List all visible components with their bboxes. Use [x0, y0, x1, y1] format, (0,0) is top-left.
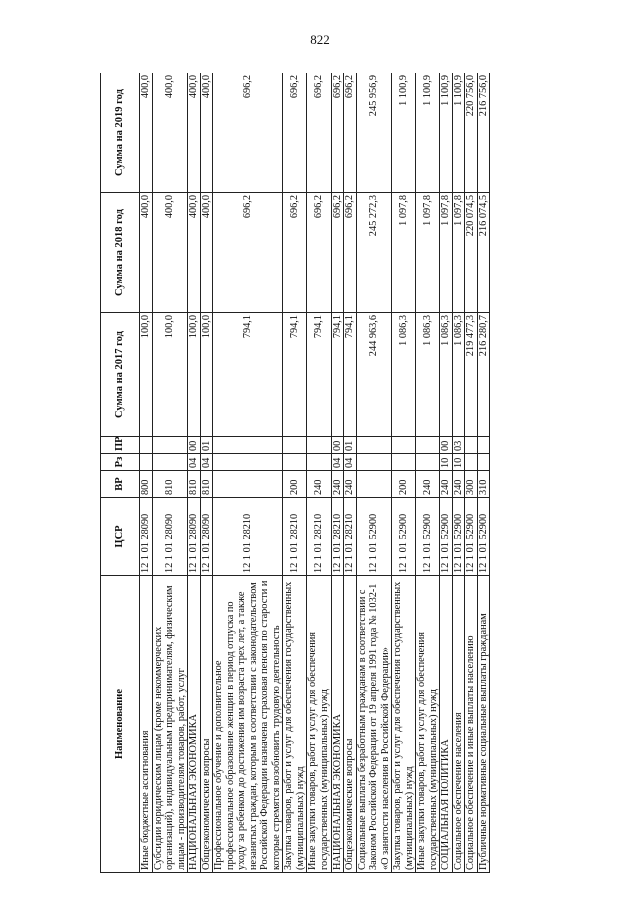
- row-sum-2017: 244 963,6: [356, 313, 392, 437]
- header-name: Наименование: [101, 576, 140, 873]
- row-pr: [465, 437, 478, 454]
- row-sum-2019: 696,2: [331, 73, 344, 193]
- row-csr: 12 1 01 28210: [344, 498, 357, 576]
- row-sum-2018: 400,0: [188, 193, 201, 313]
- row-name: Иные закупки товаров, работ и услуг для обеспечения государственных (муниципальных) нужд: [416, 576, 440, 873]
- row-vr: 240: [416, 471, 440, 498]
- row-csr: 12 1 01 28210: [307, 498, 331, 576]
- row-name: Закупка товаров, работ и услуг для обеспечения государственных (муниципальных) нужд: [283, 576, 307, 873]
- page-number: 822: [310, 32, 330, 47]
- row-rz: [477, 454, 490, 471]
- row-sum-2018: 400,0: [140, 193, 153, 313]
- row-sum-2018: 696,2: [283, 193, 307, 313]
- row-pr: [392, 437, 416, 454]
- row-sum-2017: 1 086,3: [416, 313, 440, 437]
- row-rz: [392, 454, 416, 471]
- row-csr: 12 1 01 28090: [140, 498, 153, 576]
- row-pr: 00: [440, 437, 453, 454]
- row-vr: 800: [140, 471, 153, 498]
- table-body: [140, 73, 490, 873]
- row-rz: 04: [188, 454, 201, 471]
- row-pr: 00: [331, 437, 344, 454]
- row-sum-2017: 219 477,3: [465, 313, 478, 437]
- row-pr: [416, 437, 440, 454]
- row-rz: [356, 454, 392, 471]
- row-vr: 240: [452, 471, 465, 498]
- row-sum-2018: 1 097,8: [452, 193, 465, 313]
- row-csr: 12 1 01 28210: [283, 498, 307, 576]
- row-sum-2018: 400,0: [152, 193, 188, 313]
- row-sum-2019: 400,0: [152, 73, 188, 193]
- row-vr: [356, 471, 392, 498]
- row-sum-2017: 794,1: [307, 313, 331, 437]
- row-sum-2017: 100,0: [188, 313, 201, 437]
- row-rz: [152, 454, 188, 471]
- row-sum-2018: 696,2: [344, 193, 357, 313]
- table-row: [440, 73, 453, 873]
- row-csr: 12 1 01 52900: [356, 498, 392, 576]
- row-sum-2018: 696,2: [307, 193, 331, 313]
- row-sum-2017: 216 280,7: [477, 313, 490, 437]
- row-sum-2018: 1 097,8: [392, 193, 416, 313]
- row-csr: 12 1 01 28090: [152, 498, 188, 576]
- row-vr: 200: [392, 471, 416, 498]
- row-csr: 12 1 01 28210: [331, 498, 344, 576]
- row-pr: [307, 437, 331, 454]
- row-sum-2019: 696,2: [344, 73, 357, 193]
- row-sum-2017: 794,1: [344, 313, 357, 437]
- rotated-table: [100, 73, 563, 873]
- row-csr: 12 1 01 52900: [440, 498, 453, 576]
- row-csr: 12 1 01 52900: [416, 498, 440, 576]
- row-vr: [213, 471, 283, 498]
- header-csr: ЦСР: [101, 498, 140, 576]
- row-rz: 04: [331, 454, 344, 471]
- table-row: [307, 73, 331, 873]
- row-sum-2019: 696,2: [213, 73, 283, 193]
- row-rz: 10: [440, 454, 453, 471]
- table-row: [356, 73, 392, 873]
- row-sum-2019: 696,2: [283, 73, 307, 193]
- row-pr: [477, 437, 490, 454]
- row-sum-2019: 1 100,9: [440, 73, 453, 193]
- row-vr: 240: [331, 471, 344, 498]
- row-pr: [356, 437, 392, 454]
- row-sum-2018: 220 074,5: [465, 193, 478, 313]
- row-csr: 12 1 01 28210: [213, 498, 283, 576]
- table-row: [140, 73, 153, 873]
- table-row: [477, 73, 490, 873]
- row-sum-2019: 400,0: [140, 73, 153, 193]
- header-row: [101, 73, 140, 873]
- row-vr: 810: [200, 471, 213, 498]
- row-name: Общеэкономические вопросы: [200, 576, 213, 873]
- row-name: Социальное обеспечение населения: [452, 576, 465, 873]
- table-row: [392, 73, 416, 873]
- row-sum-2019: 1 100,9: [416, 73, 440, 193]
- table-row: [465, 73, 478, 873]
- row-rz: 04: [200, 454, 213, 471]
- row-csr: 12 1 01 52900: [465, 498, 478, 576]
- row-vr: 310: [477, 471, 490, 498]
- row-name: Иные закупки товаров, работ и услуг для обеспечения государственных (муниципальных) нужд: [307, 576, 331, 873]
- row-sum-2018: 216 074,5: [477, 193, 490, 313]
- row-vr: 240: [307, 471, 331, 498]
- row-vr: 810: [188, 471, 201, 498]
- row-sum-2017: 100,0: [140, 313, 153, 437]
- table-row: [200, 73, 213, 873]
- table-row: [344, 73, 357, 873]
- row-csr: 12 1 01 28090: [188, 498, 201, 576]
- row-rz: [416, 454, 440, 471]
- row-name: Социальное обеспечение и иные выплаты населению: [465, 576, 478, 873]
- row-sum-2018: 1 097,8: [440, 193, 453, 313]
- row-rz: [307, 454, 331, 471]
- row-sum-2019: 220 756,0: [465, 73, 478, 193]
- row-vr: 200: [283, 471, 307, 498]
- rotated-table-container: [100, 73, 563, 873]
- table-row: [331, 73, 344, 873]
- row-sum-2018: 696,2: [331, 193, 344, 313]
- table-row: [416, 73, 440, 873]
- table-row: [213, 73, 283, 873]
- header-pr: ПР: [101, 437, 140, 454]
- row-name: Субсидии юридическим лицам (кроме некоммерческих организаций), индивидуальным предпринимателям, физическим лицам - производителям товаров, работ, услуг: [152, 576, 188, 873]
- row-pr: 01: [344, 437, 357, 454]
- row-name: Профессиональное обучение и дополнительное профессиональное образование женщин в период отпуска по уходу за ребенком до достижения им возраста трех лет, а также незанятых граждан, которым в соответствии с законодательством Российской Федерации назначена страховая пенсия по старости и которые стремятся возобновить трудовую деятельность: [213, 576, 283, 873]
- row-rz: [283, 454, 307, 471]
- row-vr: 240: [344, 471, 357, 498]
- row-vr: 300: [465, 471, 478, 498]
- row-sum-2017: 794,1: [283, 313, 307, 437]
- row-sum-2019: 400,0: [200, 73, 213, 193]
- table-row: [452, 73, 465, 873]
- header-vr: ВР: [101, 471, 140, 498]
- header-sum-2018: Сумма на 2018 год: [101, 193, 140, 313]
- row-name: НАЦИОНАЛЬНАЯ ЭКОНОМИКА: [331, 576, 344, 873]
- row-sum-2019: 216 756,0: [477, 73, 490, 193]
- row-name: Социальные выплаты безработным гражданам в соответствии с Законом Российской Федерации от 19 апреля 1991 года № 1032-1 «О занятости населения в Российской Федерации»: [356, 576, 392, 873]
- row-name: СОЦИАЛЬНАЯ ПОЛИТИКА: [440, 576, 453, 873]
- table-row: [283, 73, 307, 873]
- row-csr: 12 1 01 52900: [477, 498, 490, 576]
- header-sum-2019: Сумма на 2019 год: [101, 73, 140, 193]
- row-pr: 01: [200, 437, 213, 454]
- row-csr: 12 1 01 28090: [200, 498, 213, 576]
- row-sum-2018: 696,2: [213, 193, 283, 313]
- row-rz: 10: [452, 454, 465, 471]
- row-rz: [465, 454, 478, 471]
- budget-table: [100, 73, 490, 873]
- row-sum-2018: 245 272,3: [356, 193, 392, 313]
- row-sum-2017: 100,0: [200, 313, 213, 437]
- row-name: Закупка товаров, работ и услуг для обеспечения государственных (муниципальных) нужд: [392, 576, 416, 873]
- row-pr: 00: [188, 437, 201, 454]
- row-name: НАЦИОНАЛЬНАЯ ЭКОНОМИКА: [188, 576, 201, 873]
- row-rz: [140, 454, 153, 471]
- header-rz: Рз: [101, 454, 140, 471]
- row-pr: 03: [452, 437, 465, 454]
- row-pr: [140, 437, 153, 454]
- row-sum-2019: 1 100,9: [452, 73, 465, 193]
- row-sum-2017: 1 086,3: [440, 313, 453, 437]
- row-name: Общеэкономические вопросы: [344, 576, 357, 873]
- header-sum-2017: Сумма на 2017 год: [101, 313, 140, 437]
- row-sum-2019: 245 956,9: [356, 73, 392, 193]
- row-rz: 04: [344, 454, 357, 471]
- row-vr: 240: [440, 471, 453, 498]
- row-sum-2018: 1 097,8: [416, 193, 440, 313]
- row-name: Иные бюджетные ассигнования: [140, 576, 153, 873]
- row-pr: [152, 437, 188, 454]
- row-csr: 12 1 01 52900: [452, 498, 465, 576]
- row-sum-2017: 1 086,3: [392, 313, 416, 437]
- row-vr: 810: [152, 471, 188, 498]
- row-csr: 12 1 01 52900: [392, 498, 416, 576]
- row-pr: [283, 437, 307, 454]
- row-name: Публичные нормативные социальные выплаты гражданам: [477, 576, 490, 873]
- row-pr: [213, 437, 283, 454]
- row-sum-2017: 794,1: [331, 313, 344, 437]
- row-sum-2017: 794,1: [213, 313, 283, 437]
- row-sum-2017: 100,0: [152, 313, 188, 437]
- row-sum-2019: 696,2: [307, 73, 331, 193]
- table-row: [152, 73, 188, 873]
- row-sum-2017: 1 086,3: [452, 313, 465, 437]
- row-sum-2019: 400,0: [188, 73, 201, 193]
- row-sum-2018: 400,0: [200, 193, 213, 313]
- row-sum-2019: 1 100,9: [392, 73, 416, 193]
- table-row: [188, 73, 201, 873]
- row-rz: [213, 454, 283, 471]
